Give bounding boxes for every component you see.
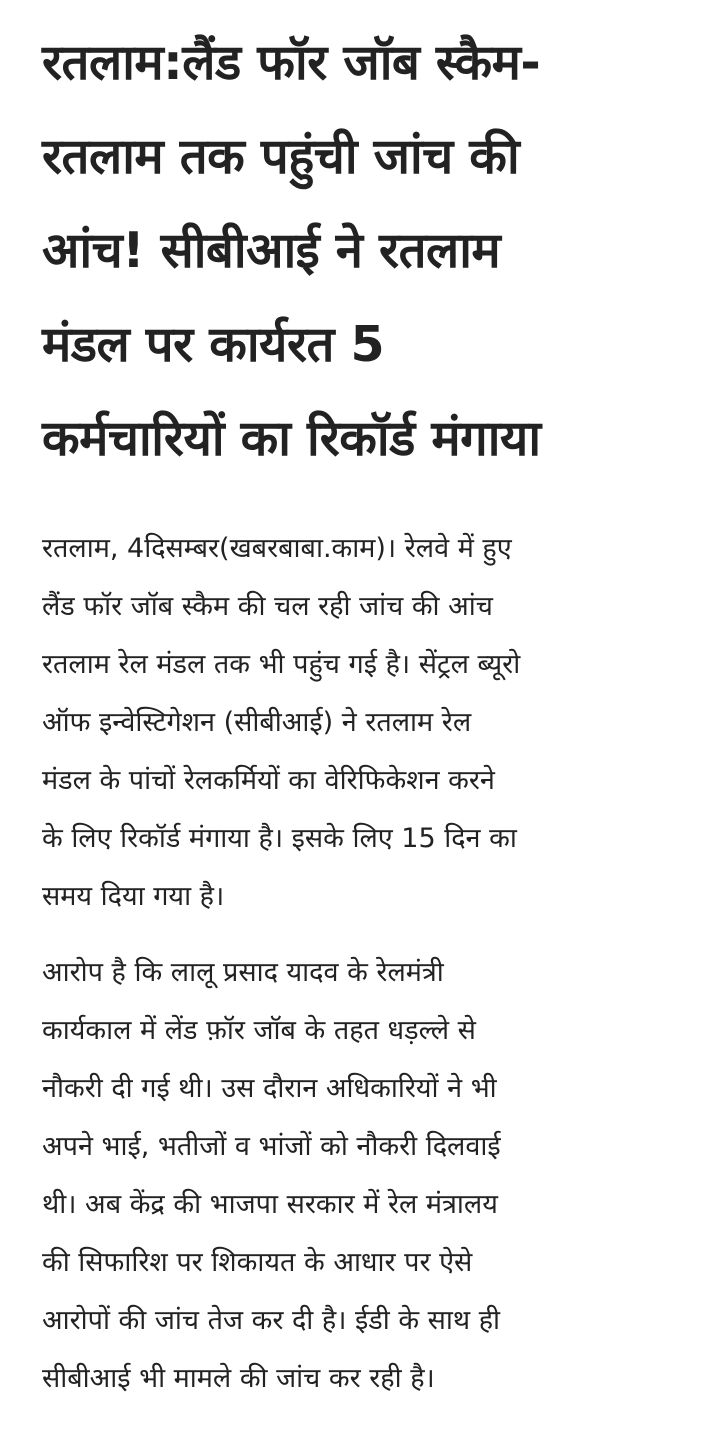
- paragraph-line: ऑफ इन्वेस्टिगेशन (सीबीआई) ने रतलाम रेल: [42, 707, 472, 738]
- paragraph-line: कार्यकाल में लेंड फ़ॉर जॉब के तहत धड़ल्ले से: [42, 1015, 476, 1046]
- headline-line: रतलाम:लैंड फॉर जॉब स्कैम-: [42, 34, 541, 91]
- paragraph-line: नौकरी दी गई थी। उस दौरान अधिकारियों ने भी: [42, 1073, 497, 1104]
- article-headline: [42, 0, 682, 486]
- paragraph-line: की सिफारिश पर शिकायत के आधार पर ऐसे: [42, 1247, 473, 1278]
- paragraph-line: अपने भाई, भतीजों व भांजों को नौकरी दिलवाई: [42, 1131, 501, 1162]
- headline-line: आंच! सीबीआई ने रतलाम: [42, 222, 501, 279]
- article-paragraph-2: [42, 944, 501, 1408]
- headline-line: रतलाम तक पहुंची जांच की: [42, 128, 520, 185]
- news-article: [42, 0, 682, 1394]
- paragraph-line: रतलाम, 4दिसम्बर(खबरबाबा.काम)। रेलवे में हुए: [42, 533, 512, 564]
- paragraph-line: रतलाम रेल मंडल तक भी पहुंच गई है। सेंट्रल ब्यूरो: [42, 649, 521, 680]
- paragraph-line: समय दिया गया है।: [42, 881, 225, 912]
- headline-line: मंडल पर कार्यरत 5: [42, 316, 385, 373]
- paragraph-line: सीबीआई भी मामले की जांच कर रही है।: [42, 1363, 435, 1394]
- headline-line: कर्मचारियों का रिकॉर्ड मंगाया: [42, 410, 541, 467]
- paragraph-line: मंडल के पांचों रेलकर्मियों का वेरिफिकेशन करने: [42, 765, 495, 796]
- paragraph-line: आरोपों की जांच तेज कर दी है। ईडी के साथ ही: [42, 1305, 501, 1336]
- paragraph-line: के लिए रिकॉर्ड मंगाया है। इसके लिए 15 दिन का: [42, 823, 517, 854]
- paragraph-line: लैंड फॉर जॉब स्कैम की चल रही जांच की आंच: [42, 591, 493, 622]
- article-paragraph-1: [42, 520, 520, 926]
- paragraph-line: थी। अब केंद्र की भाजपा सरकार में रेल मंत्रालय: [42, 1189, 498, 1220]
- paragraph-line: आरोप है कि लालू प्रसाद यादव के रेलमंत्री: [42, 957, 444, 988]
